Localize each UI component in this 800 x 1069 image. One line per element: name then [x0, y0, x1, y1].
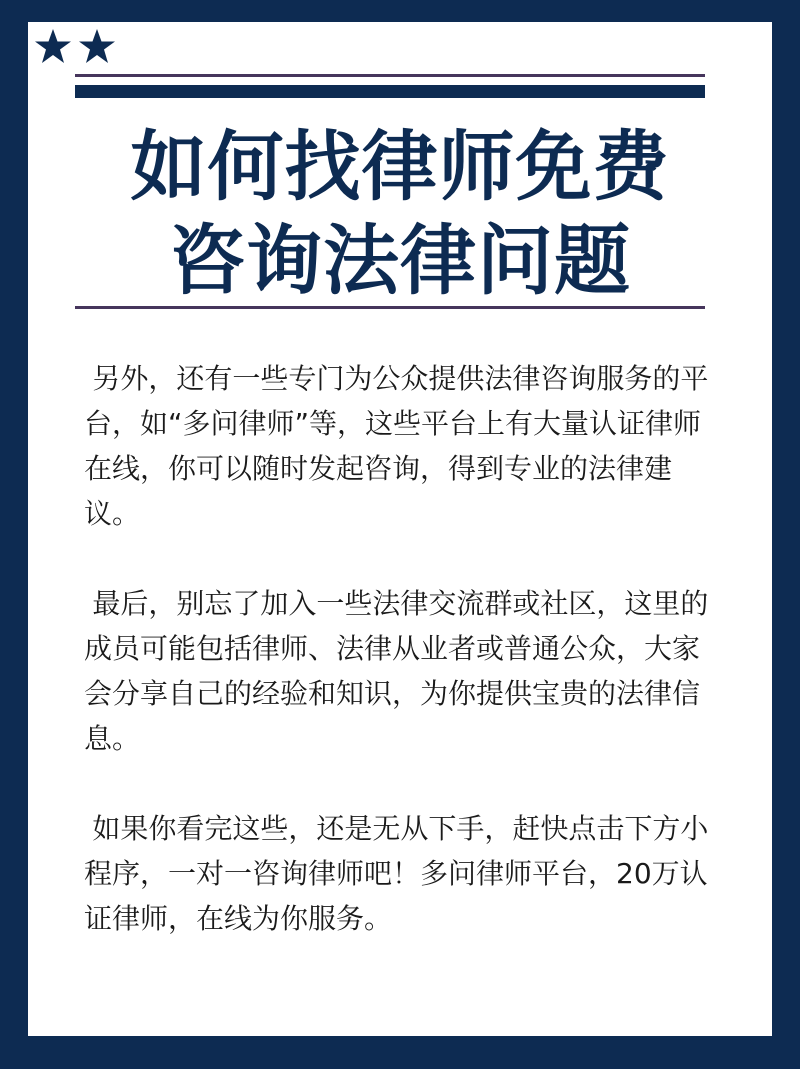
top-divider-thick	[75, 85, 705, 98]
paragraph-1: 另外，还有一些专门为公众提供法律咨询服务的平台，如“多问律师”等，这些平台上有大量认证律师在线，你可以随时发起咨询，得到专业的法律建议。	[84, 362, 709, 530]
paragraph-3: 如果你看完这些，还是无从下手，赶快点击下方小程序，一对一咨询律师吧！多问律师平台，20万认证律师，在线为你服务。	[84, 812, 709, 935]
paragraph-2: 最后，别忘了加入一些法律交流群或社区，这里的成员可能包括律师、法律从业者或普通公众，大家会分享自己的经验和知识，为你提供宝贵的法律信息。	[84, 587, 709, 755]
article-body	[84, 356, 718, 986]
star-icon	[35, 29, 71, 63]
top-divider-thin	[75, 74, 705, 77]
title-line-2: 咨询法律问题	[169, 216, 631, 305]
star-icon	[79, 29, 115, 63]
title-line-1: 如何找律师免费	[130, 122, 670, 211]
stars-decoration	[34, 28, 118, 66]
bottom-divider-thin	[75, 306, 705, 309]
page-title	[60, 120, 740, 308]
